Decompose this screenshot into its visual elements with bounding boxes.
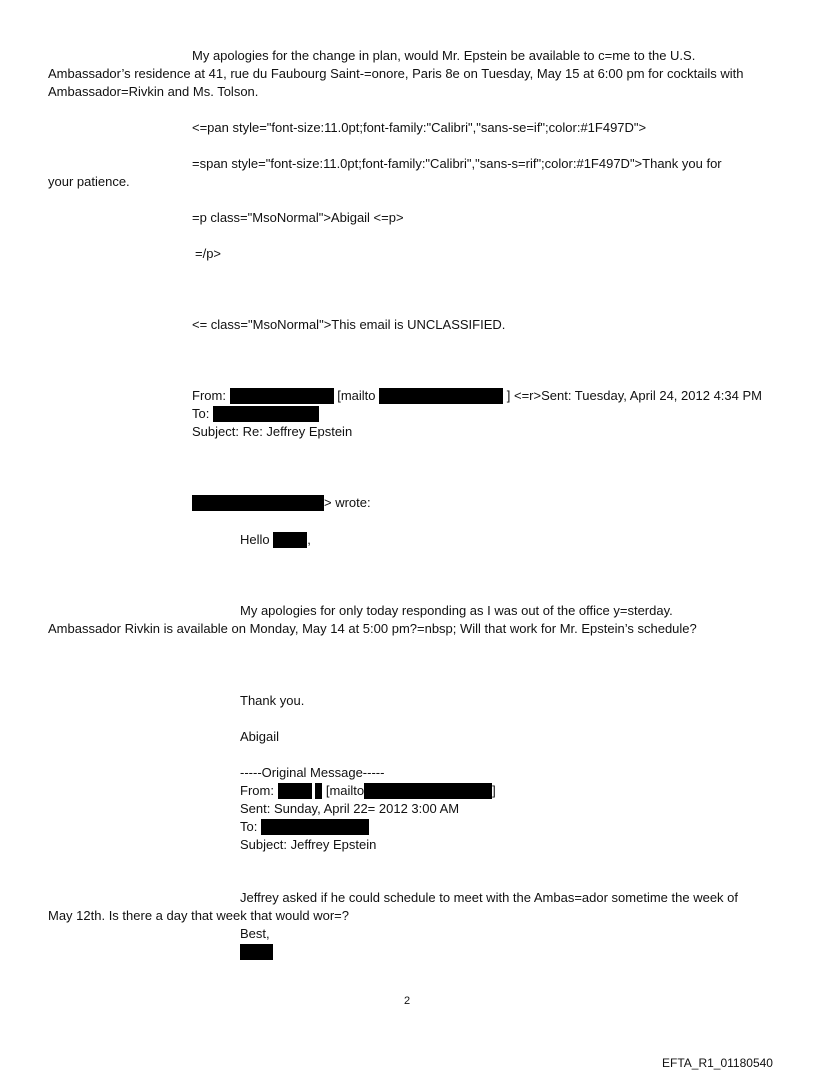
redaction-box <box>192 495 324 511</box>
paragraph-1-line-2: Ambassador’s residence at 41, rue du Faubourg Saint-=onore, Paris 8e on Tuesday, May 15 at 6:00 pm for cocktails with <box>48 66 744 81</box>
mailto-label: [mailto <box>337 388 376 403</box>
hello-text: Hello <box>240 532 270 547</box>
original-from-line <box>240 783 496 799</box>
page-number: 2 <box>404 995 411 1007</box>
closing-tag: =/p> <box>195 246 222 261</box>
sent-text: ] <=r>Sent: Tuesday, April 24, 2012 4:34 PM <box>506 388 762 403</box>
redaction-box <box>379 388 503 404</box>
mailto-label: [mailto <box>325 783 365 798</box>
signature-line: =p class="MsoNormal">Abigail <=p> <box>192 210 404 225</box>
redaction-box <box>364 783 492 799</box>
header-subject: Subject: Re: Jeffrey Epstein <box>192 424 353 439</box>
wrote-line <box>192 495 371 511</box>
from-label: From: <box>192 388 226 403</box>
signature-redaction-line <box>240 944 273 960</box>
signoff-name: Abigail <box>240 729 280 744</box>
paragraph-1-line-3: Ambassador=Rivkin and Ms. Tolson. <box>48 84 259 99</box>
original-to-line <box>240 819 369 835</box>
paragraph-3-line-1: Jeffrey asked if he could schedule to meet with the Ambas=ador sometime the week of <box>240 890 739 905</box>
thanks-line: Thank you. <box>240 693 305 708</box>
redaction-box <box>230 388 334 404</box>
header-to-line <box>192 406 319 422</box>
mailto-close: ] <box>492 783 496 798</box>
paragraph-1-line-1: My apologies for the change in plan, would Mr. Epstein be available to c=me to the U.S. <box>192 48 696 63</box>
header-from-line <box>192 388 762 404</box>
to-label: To: <box>192 406 210 421</box>
redaction-box <box>240 944 273 960</box>
greeting-line <box>240 532 311 548</box>
original-sent-line: Sent: Sunday, April 22= 2012 3:00 AM <box>240 801 460 816</box>
greeting-comma: , <box>307 532 311 547</box>
from-label: From: <box>240 783 274 798</box>
classification-line: <= class="MsoNormal">This email is UNCLASSIFIED. <box>192 317 506 332</box>
paragraph-2-line-2: Ambassador Rivkin is available on Monday, May 14 at 5:00 pm?=nbsp; Will that work for Mr. Epstein’s schedule? <box>48 621 697 636</box>
html-fragment-1: <=pan style="font-size:11.0pt;font-family:"Calibri","sans-se=if";color:#1F497D"> <box>192 120 647 135</box>
paragraph-2-line-1: My apologies for only today responding as I was out of the office y=sterday. <box>240 603 673 618</box>
document-id: EFTA_R1_01180540 <box>662 1056 773 1070</box>
to-label: To: <box>240 819 258 834</box>
redaction-box <box>261 819 369 835</box>
html-fragment-2-line-1: =span style="font-size:11.0pt;font-family:"Calibri","sans-s=rif";color:#1F497D">Thank you for <box>192 156 722 171</box>
original-subject-line: Subject: Jeffrey Epstein <box>240 837 377 852</box>
redaction-box <box>273 532 307 548</box>
paragraph-3-line-2: May 12th. Is there a day that week that would wor=? <box>48 908 349 923</box>
wrote-text: > wrote: <box>324 495 371 510</box>
redaction-box <box>315 783 322 799</box>
best-line: Best, <box>240 926 270 941</box>
html-fragment-2-line-2: your patience. <box>48 174 130 189</box>
redaction-box <box>213 406 319 422</box>
original-message-divider: -----Original Message----- <box>240 765 385 780</box>
redaction-box <box>278 783 312 799</box>
